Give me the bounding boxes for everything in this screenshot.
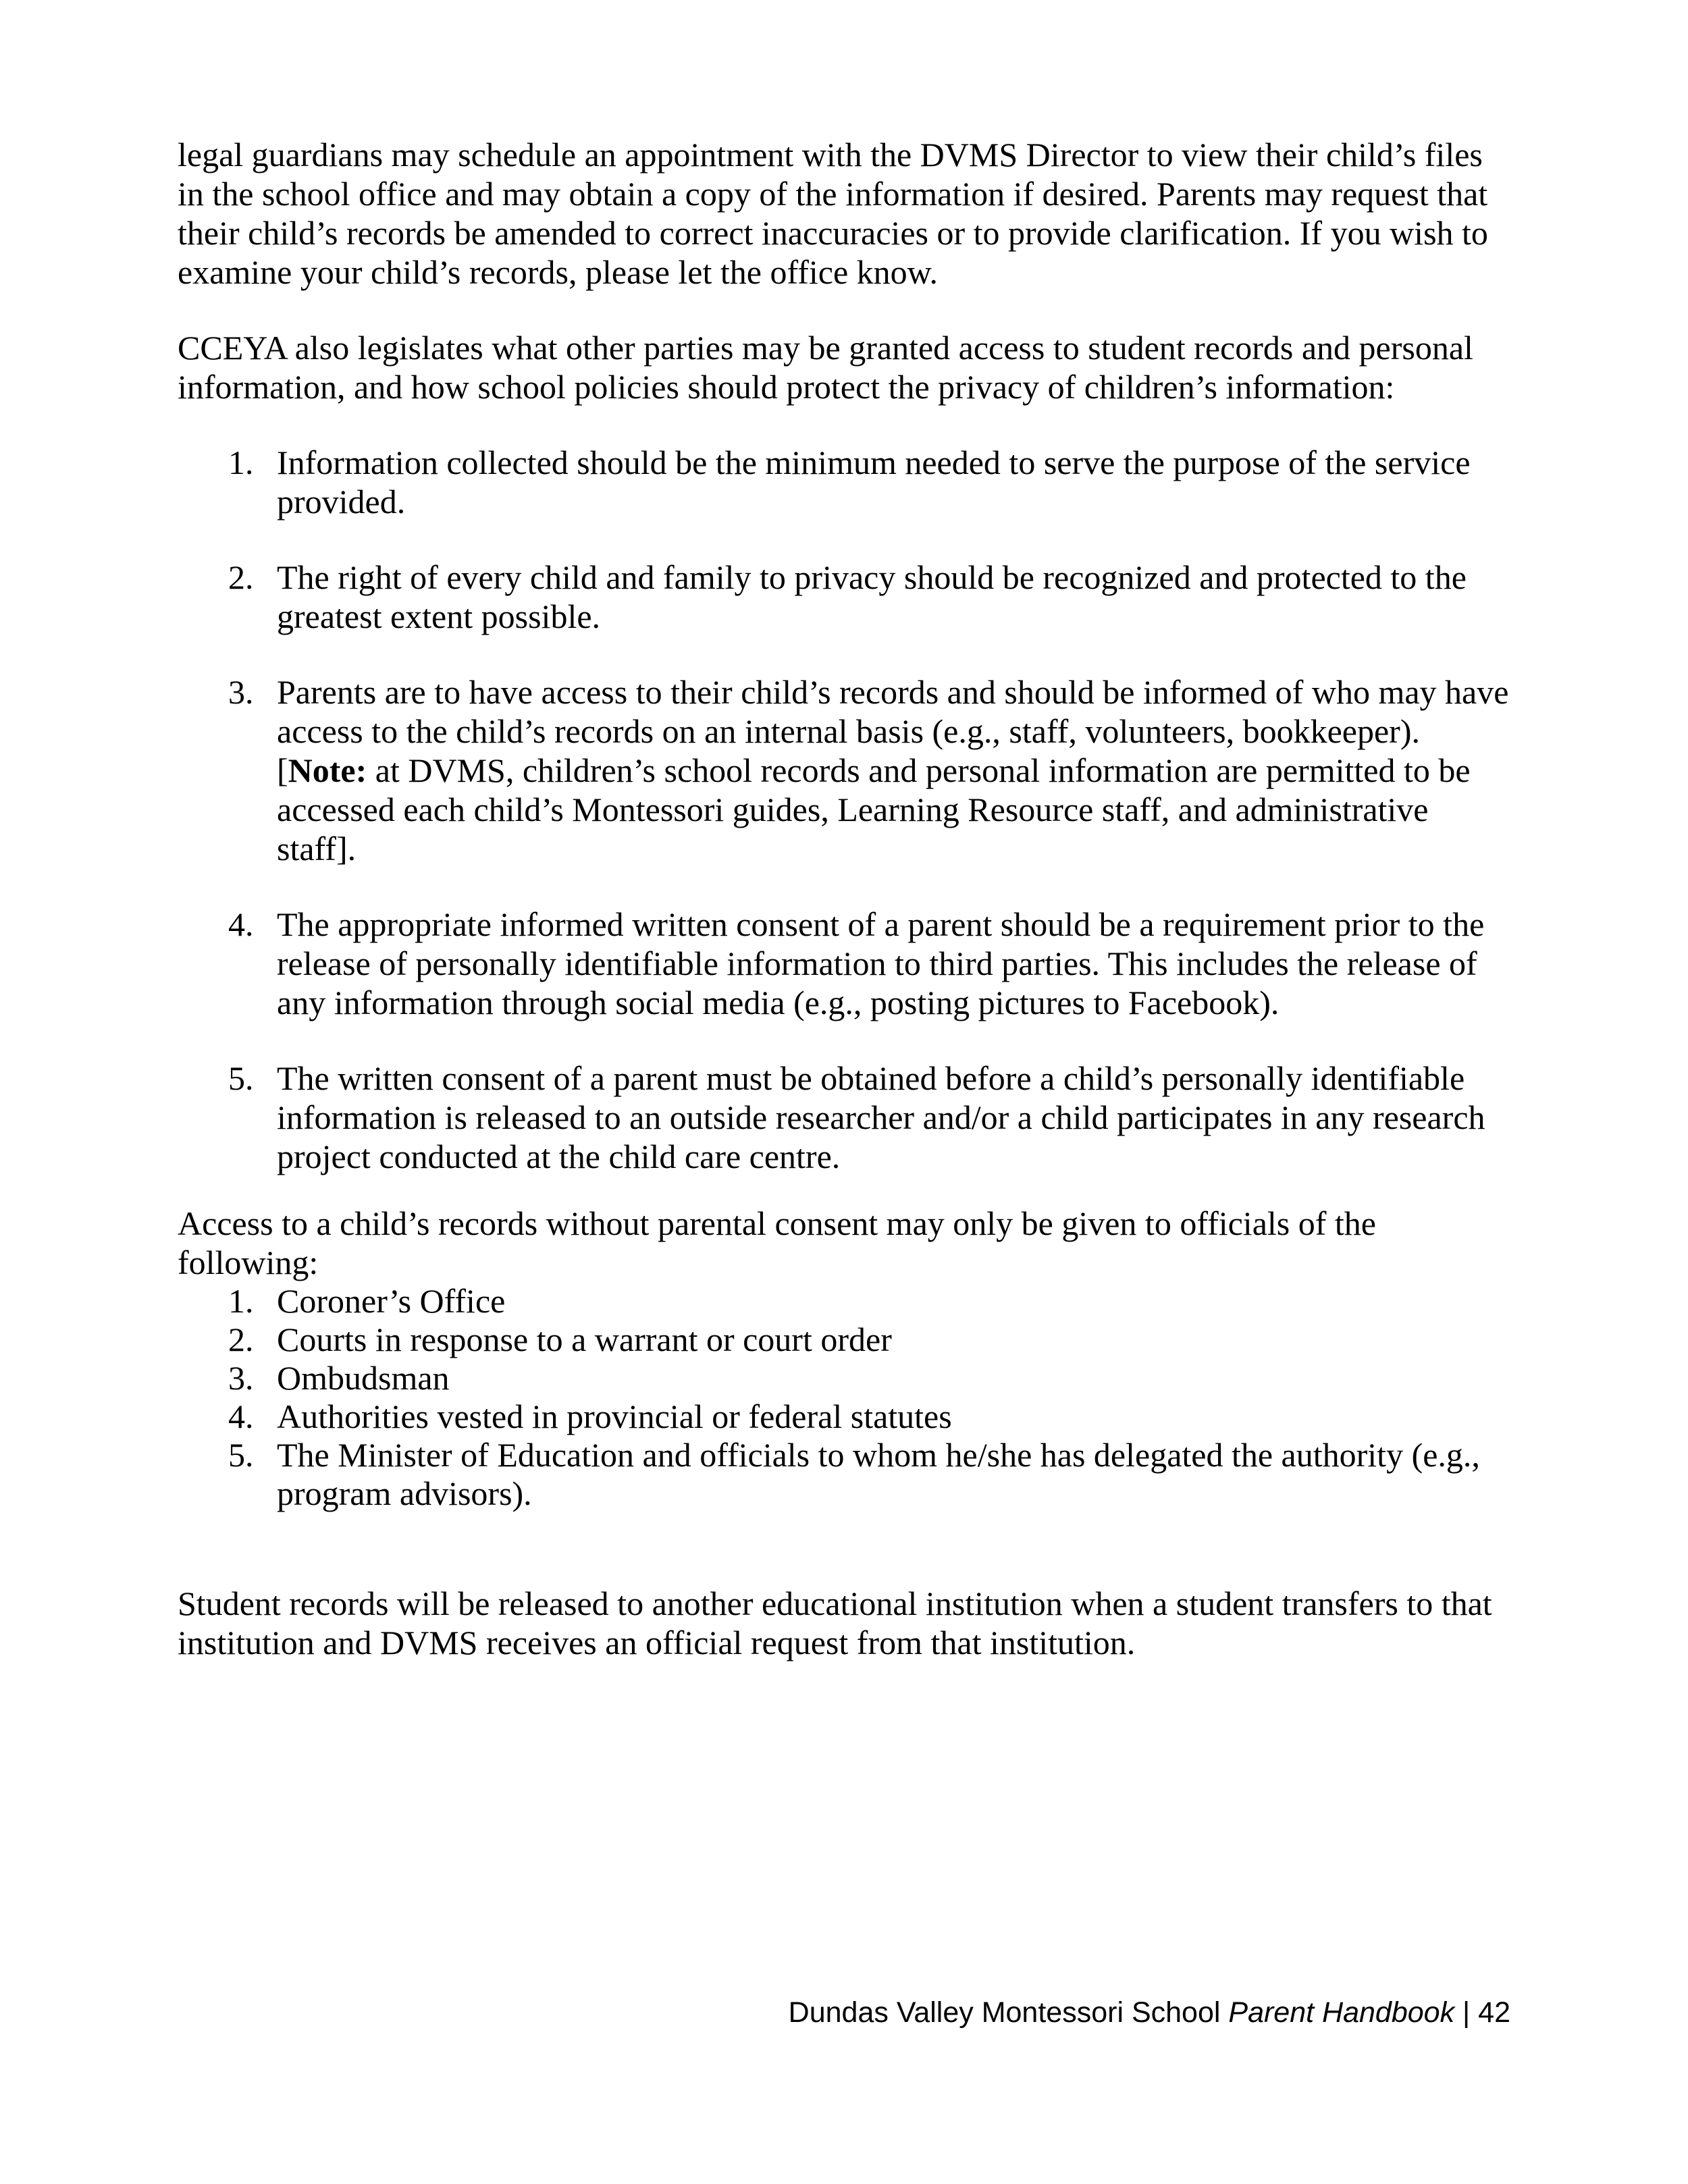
list-number: 3. <box>228 1359 254 1397</box>
footer-school-name: Dundas Valley Montessori School <box>788 1996 1221 2029</box>
paragraph-cceya-legislation: CCEYA also legislates what other parties may be granted access to student records and personal information, and how school policies should protect the privacy of children’s information: <box>178 329 1473 406</box>
page-footer <box>789 1994 1510 2031</box>
list-number: 5. <box>228 1436 254 1474</box>
privacy-principles-list <box>178 443 1511 1176</box>
list-number: 1. <box>228 1282 254 1320</box>
list-item-text: Authorities vested in provincial or federal statutes <box>277 1397 952 1435</box>
list-item-authorities <box>178 1397 1511 1436</box>
list-item-minimum-information <box>178 443 1511 521</box>
footer-page-number: 42 <box>1478 1996 1510 2029</box>
list-item-coroner <box>178 1282 1511 1321</box>
list-item-text: Ombudsman <box>277 1359 450 1397</box>
note-label: Note: <box>288 751 367 789</box>
list-number: 5. <box>228 1059 254 1097</box>
paragraph-records-transfer: Student records will be released to another educational institution when a student transfers to that institution and DVMS receives an official request from that institution. <box>178 1584 1492 1661</box>
footer-handbook-title: Parent Handbook <box>1228 1996 1455 2029</box>
list-item-text: The right of every child and family to privacy should be recognized and protected to the greatest extent possible. <box>277 558 1467 635</box>
list-item-right-to-privacy <box>178 558 1511 636</box>
list-item-text <box>277 672 1511 868</box>
list-item-text: Coroner’s Office <box>277 1282 506 1320</box>
page-body <box>178 135 1511 1662</box>
list-number: 4. <box>228 1397 254 1435</box>
list-item-parent-access <box>178 672 1511 868</box>
list-number: 4. <box>228 905 254 943</box>
list-number: 2. <box>228 558 254 596</box>
list-item-text-segment: at DVMS, children’s school records and personal information are permitted to be accessed each child’s Montessori guides, Learning Resource staff, and administrative staff]. <box>277 751 1471 868</box>
list-item-text: The written consent of a parent must be obtained before a child’s personally identifiable information is released to an outside researcher and/or a child participates in any research project conducted at the child care centre. <box>277 1059 1485 1175</box>
list-item-minister-of-education <box>178 1436 1511 1513</box>
footer-separator: | <box>1462 1996 1471 2029</box>
list-item-text: Information collected should be the minimum needed to serve the purpose of the service provided. <box>277 444 1471 521</box>
list-item-ombudsman <box>178 1359 1511 1397</box>
list-number: 3. <box>228 673 254 711</box>
list-item-text: The Minister of Education and officials to whom he/she has delegated the authority (e.g., program advisors). <box>277 1436 1480 1512</box>
list-item-written-consent-release <box>178 905 1511 1022</box>
list-number: 1. <box>228 444 254 481</box>
access-without-consent-heading: Access to a child’s records without parental consent may only be given to officials of the following: <box>178 1204 1376 1281</box>
paragraph-records-access: legal guardians may schedule an appointment with the DVMS Director to view their child’s files in the school office and may obtain a copy of the information if desired. Parents may request that their child’s records be amended to correct inaccuracies or to provide clarification. If you wish to examine your child’s records, please let the office know. <box>178 136 1488 291</box>
officials-list <box>178 1282 1511 1513</box>
list-item-text: The appropriate informed written consent of a parent should be a requirement prior to the release of personally identifiable information to third parties. This includes the release of any information through social media (e.g., posting pictures to Facebook). <box>277 905 1485 1021</box>
list-item-text-segment: Parents are to have access to their child’s records and should be informed of who may have access to the child’s records on an internal basis (e.g., staff, volunteers, bookkeeper). [ <box>277 673 1509 789</box>
list-number: 2. <box>228 1321 254 1358</box>
list-item-text: Courts in response to a warrant or court order <box>277 1321 892 1358</box>
list-item-courts <box>178 1321 1511 1359</box>
list-item-consent-research <box>178 1059 1511 1176</box>
